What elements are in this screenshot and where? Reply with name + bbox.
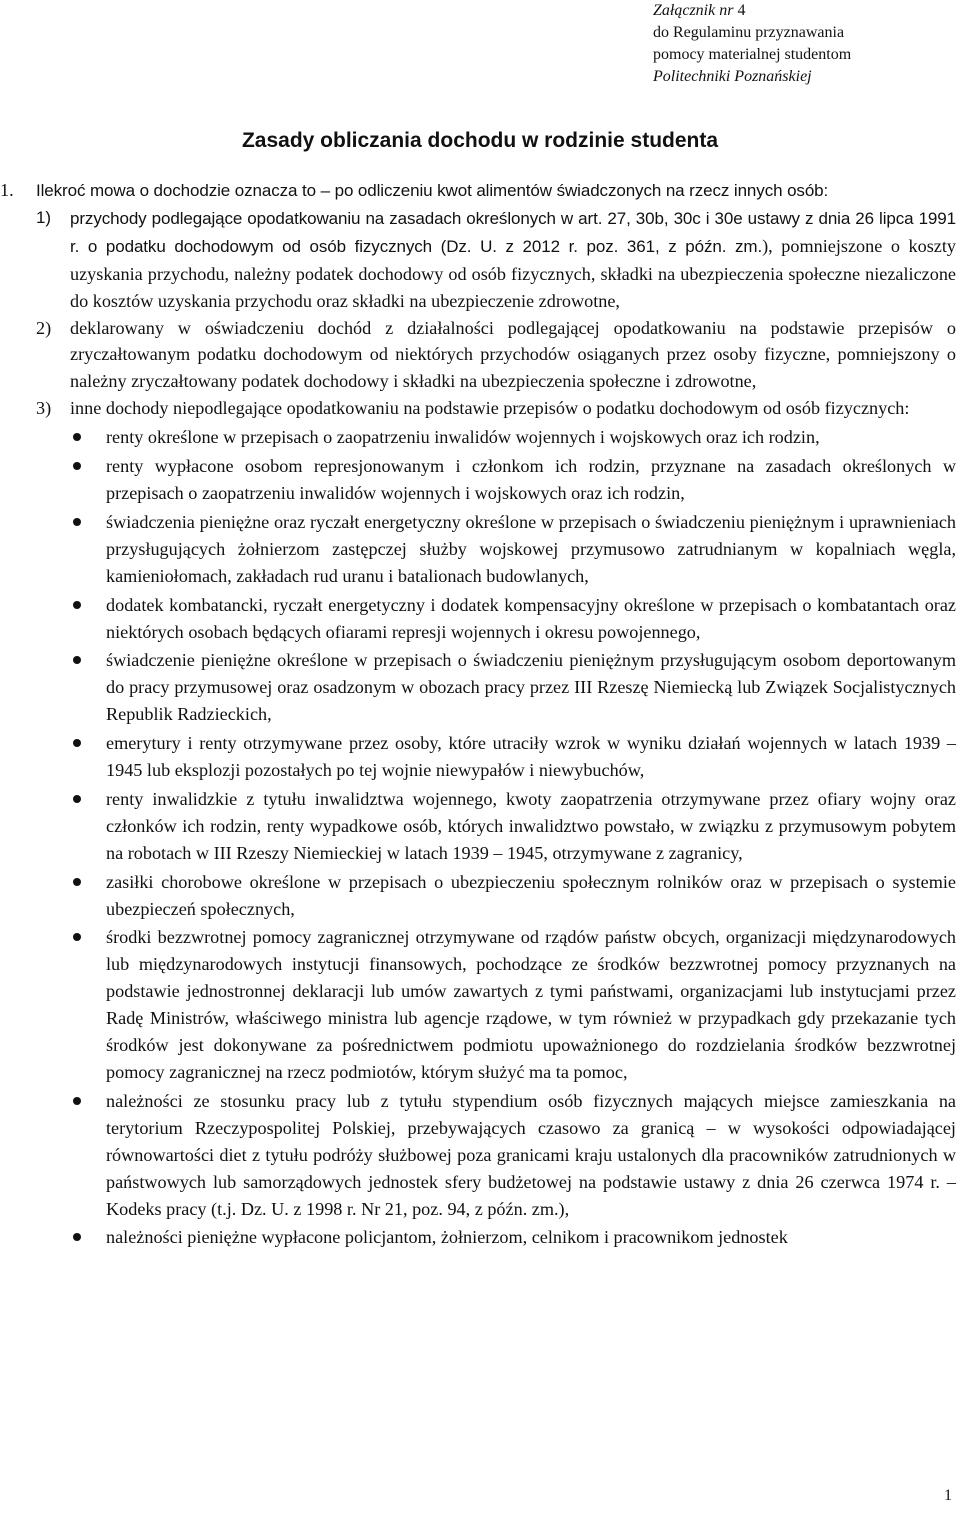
- annex-number: 4: [737, 2, 746, 19]
- item-text: deklarowany w oświadczeniu dochód z działalności podlegającej opodatkowaniu na podstawie przepisów o zryczałtowanym podatku dochodowym od niektórych przychodów osiąganych przez osoby fizyczne, pomniejszony o należny zryczałtowany podatek dochodowy i składki na ubezpieczenia społeczne i zdrowotne,: [70, 317, 956, 392]
- item-number: 1): [36, 207, 51, 227]
- annex-header: [653, 0, 953, 88]
- bullet-text: środki bezzwrotnej pomocy zagranicznej otrzymywane od rządów państw obcych, organizacji międzynarodowych lub międzynarodowych instytucji finansowych, pochodzące ze środków bezzwrotnej pomocy przyznanych na podstawie jednostronnej deklaracji lub umów zawartych z tymi państwami, organizacjami lub instytucjami przez Radę Ministrów, właściwego ministra lub agencje rządowe, w tym również w przypadkach gdy przekazanie tych środków jest dokonywane za pośrednictwem podmiotu upoważnionego do rozdzielania środków bezzwrotnej pomocy zagranicznej na rzecz podmiotów, którym służyć ma ta pomoc,: [106, 927, 956, 1082]
- list-item-3: [36, 395, 956, 422]
- section-number: 1.: [0, 180, 14, 200]
- annex-label: Załącznik nr: [653, 2, 734, 19]
- bullet-icon: [73, 933, 81, 941]
- list-item-2: [36, 315, 956, 396]
- bullet-text: emerytury i renty otrzymywane przez osoby, które utraciły wzrok w wyniku działań wojennych w latach 1939 – 1945 lub eksplozji pozostałych po tej wojnie niewypałów i niewybuchów,: [106, 733, 956, 781]
- item-number: 2): [36, 317, 52, 338]
- section-1-intro: [0, 177, 956, 205]
- list-item: [106, 647, 956, 728]
- bullet-text: należności ze stosunku pracy lub z tytułu stypendium osób fizycznych mających miejsce zamieszkania na terytorium Rzeczypospolitej Polskiej, przebywających czasowo za granicą – w wysokości odpowiadającej równowartości diet z tytułu podróży służbowej poza granicami kraju ustalonych dla pracowników zatrudnionych w państwowych lub samorządowych jednostek sfery budżetowej na podstawie ustawy z dnia 26 czerwca 1974 r. – Kodeks pracy (t.j. Dz. U. z 1998 r. Nr 21, poz. 94, z późn. zm.),: [106, 1090, 956, 1219]
- bullet-text: renty inwalidzkie z tytułu inwalidztwa wojennego, kwoty zaopatrzenia otrzymywane przez ofiary wojny oraz członków ich rodzin, renty wypadkowe osób, których inwalidztwo powstało, w związku z przymusowym pobytem na robotach w III Rzeszy Niemieckiej w latach 1939 – 1945, otrzymywane z zagranicy,: [106, 788, 956, 863]
- page-number: 1: [944, 1487, 952, 1504]
- bullet-icon: [73, 878, 81, 886]
- item-text: inne dochody niepodlegające opodatkowaniu na podstawie przepisów o podatku dochodowym od osób fizycznych:: [70, 398, 910, 419]
- list-item: [106, 453, 956, 507]
- list-item: [106, 730, 956, 784]
- bullet-icon: [73, 795, 81, 803]
- bullet-icon: [73, 656, 81, 664]
- annex-line-1: [653, 0, 953, 22]
- bullet-icon: [73, 433, 81, 441]
- item-number: 3): [36, 398, 52, 419]
- section-intro-text: Ilekroć mowa o dochodzie oznacza to – po odliczeniu kwot alimentów świadczonych na rzecz innych osób:: [36, 181, 829, 200]
- list-item: [106, 1224, 956, 1251]
- document-title: Zasady obliczania dochodu w rodzinie studenta: [241, 129, 719, 152]
- bullet-text: świadczenia pieniężne oraz ryczałt energetyczny określone w przepisach o świadczeniu pieniężnym i uprawnieniach przysługujących żołnierzom zastępczej służby wojskowej przymusowo zatrudnianym w kopalniach węgla, kamieniołomach, zakładach rud uranu i batalionach budowlanych,: [106, 511, 956, 586]
- annex-line-3: pomocy materialnej studentom: [653, 46, 852, 63]
- bullet-icon: [73, 1233, 81, 1241]
- list-item: [106, 924, 956, 1085]
- annex-line-4: Politechniki Poznańskiej: [653, 68, 812, 85]
- list-item: [106, 1088, 956, 1223]
- bullet-text: świadczenie pieniężne określone w przepisach o świadczeniu pieniężnym przysługującym osobom deportowanym do pracy przymusowej oraz osadzonym w obozach pracy przez III Rzeszę Niemiecką lub Związek Socjalistycznych Republik Radzieckich,: [106, 650, 956, 725]
- bullet-icon: [73, 601, 81, 609]
- list-item-1: [36, 205, 956, 315]
- bullet-icon: [73, 1097, 81, 1105]
- list-item: [106, 786, 956, 867]
- bullet-icon: [73, 739, 81, 747]
- bullet-icon: [73, 518, 81, 526]
- bullet-text: dodatek kombatancki, ryczałt energetyczny i dodatek kompensacyjny określone w przepisach o kombatantach oraz niektórych osobach będących ofiarami represji wojennych i okresu powojennego,: [106, 594, 956, 642]
- bullet-text: renty wypłacone osobom represjonowanym i członkom ich rodzin, przyznane na zasadach określonych w przepisach o zaopatrzeniu inwalidów wojennych i wojskowych oraz ich rodzin,: [106, 456, 956, 503]
- item-text-serif: ), pomniejszone o koszty uzyskania przychodu, należny podatek dochodowy od osób fizycznych, składki na ubezpieczenia społeczne niezaliczone do kosztów uzyskania przychodu oraz składki na ubezpieczenie zdrowotne,: [70, 235, 956, 311]
- document-body: [0, 177, 956, 1253]
- bullet-text: renty określone w przepisach o zaopatrzeniu inwalidów wojennych i wojskowych oraz ich rodzin,: [106, 427, 820, 448]
- list-item: [106, 509, 956, 590]
- bullet-text: należności pieniężne wypłacone policjantom, żołnierzom, celnikom i pracownikom jednostek: [106, 1227, 788, 1248]
- bullet-icon: [73, 462, 81, 470]
- bullet-text: zasiłki chorobowe określone w przepisach o ubezpieczeniu społecznym rolników oraz w przepisach o systemie ubezpieczeń społecznych,: [106, 871, 956, 919]
- item-text-sans: przychody podlegające opodatkowaniu na zasadach określonych w art. 27, 30b, 30c i 30e ustawy z dnia 26 lipca 1991 r. o podatku dochodowym od osób fizycznych (Dz. U. z 2012 r. poz. 361, z późn. zm.: [70, 208, 956, 256]
- annex-line-2: do Regulaminu przyznawania: [653, 24, 845, 41]
- list-item: [106, 424, 956, 451]
- list-item: [106, 869, 956, 923]
- income-bullet-list: [36, 424, 956, 1251]
- list-item: [106, 592, 956, 646]
